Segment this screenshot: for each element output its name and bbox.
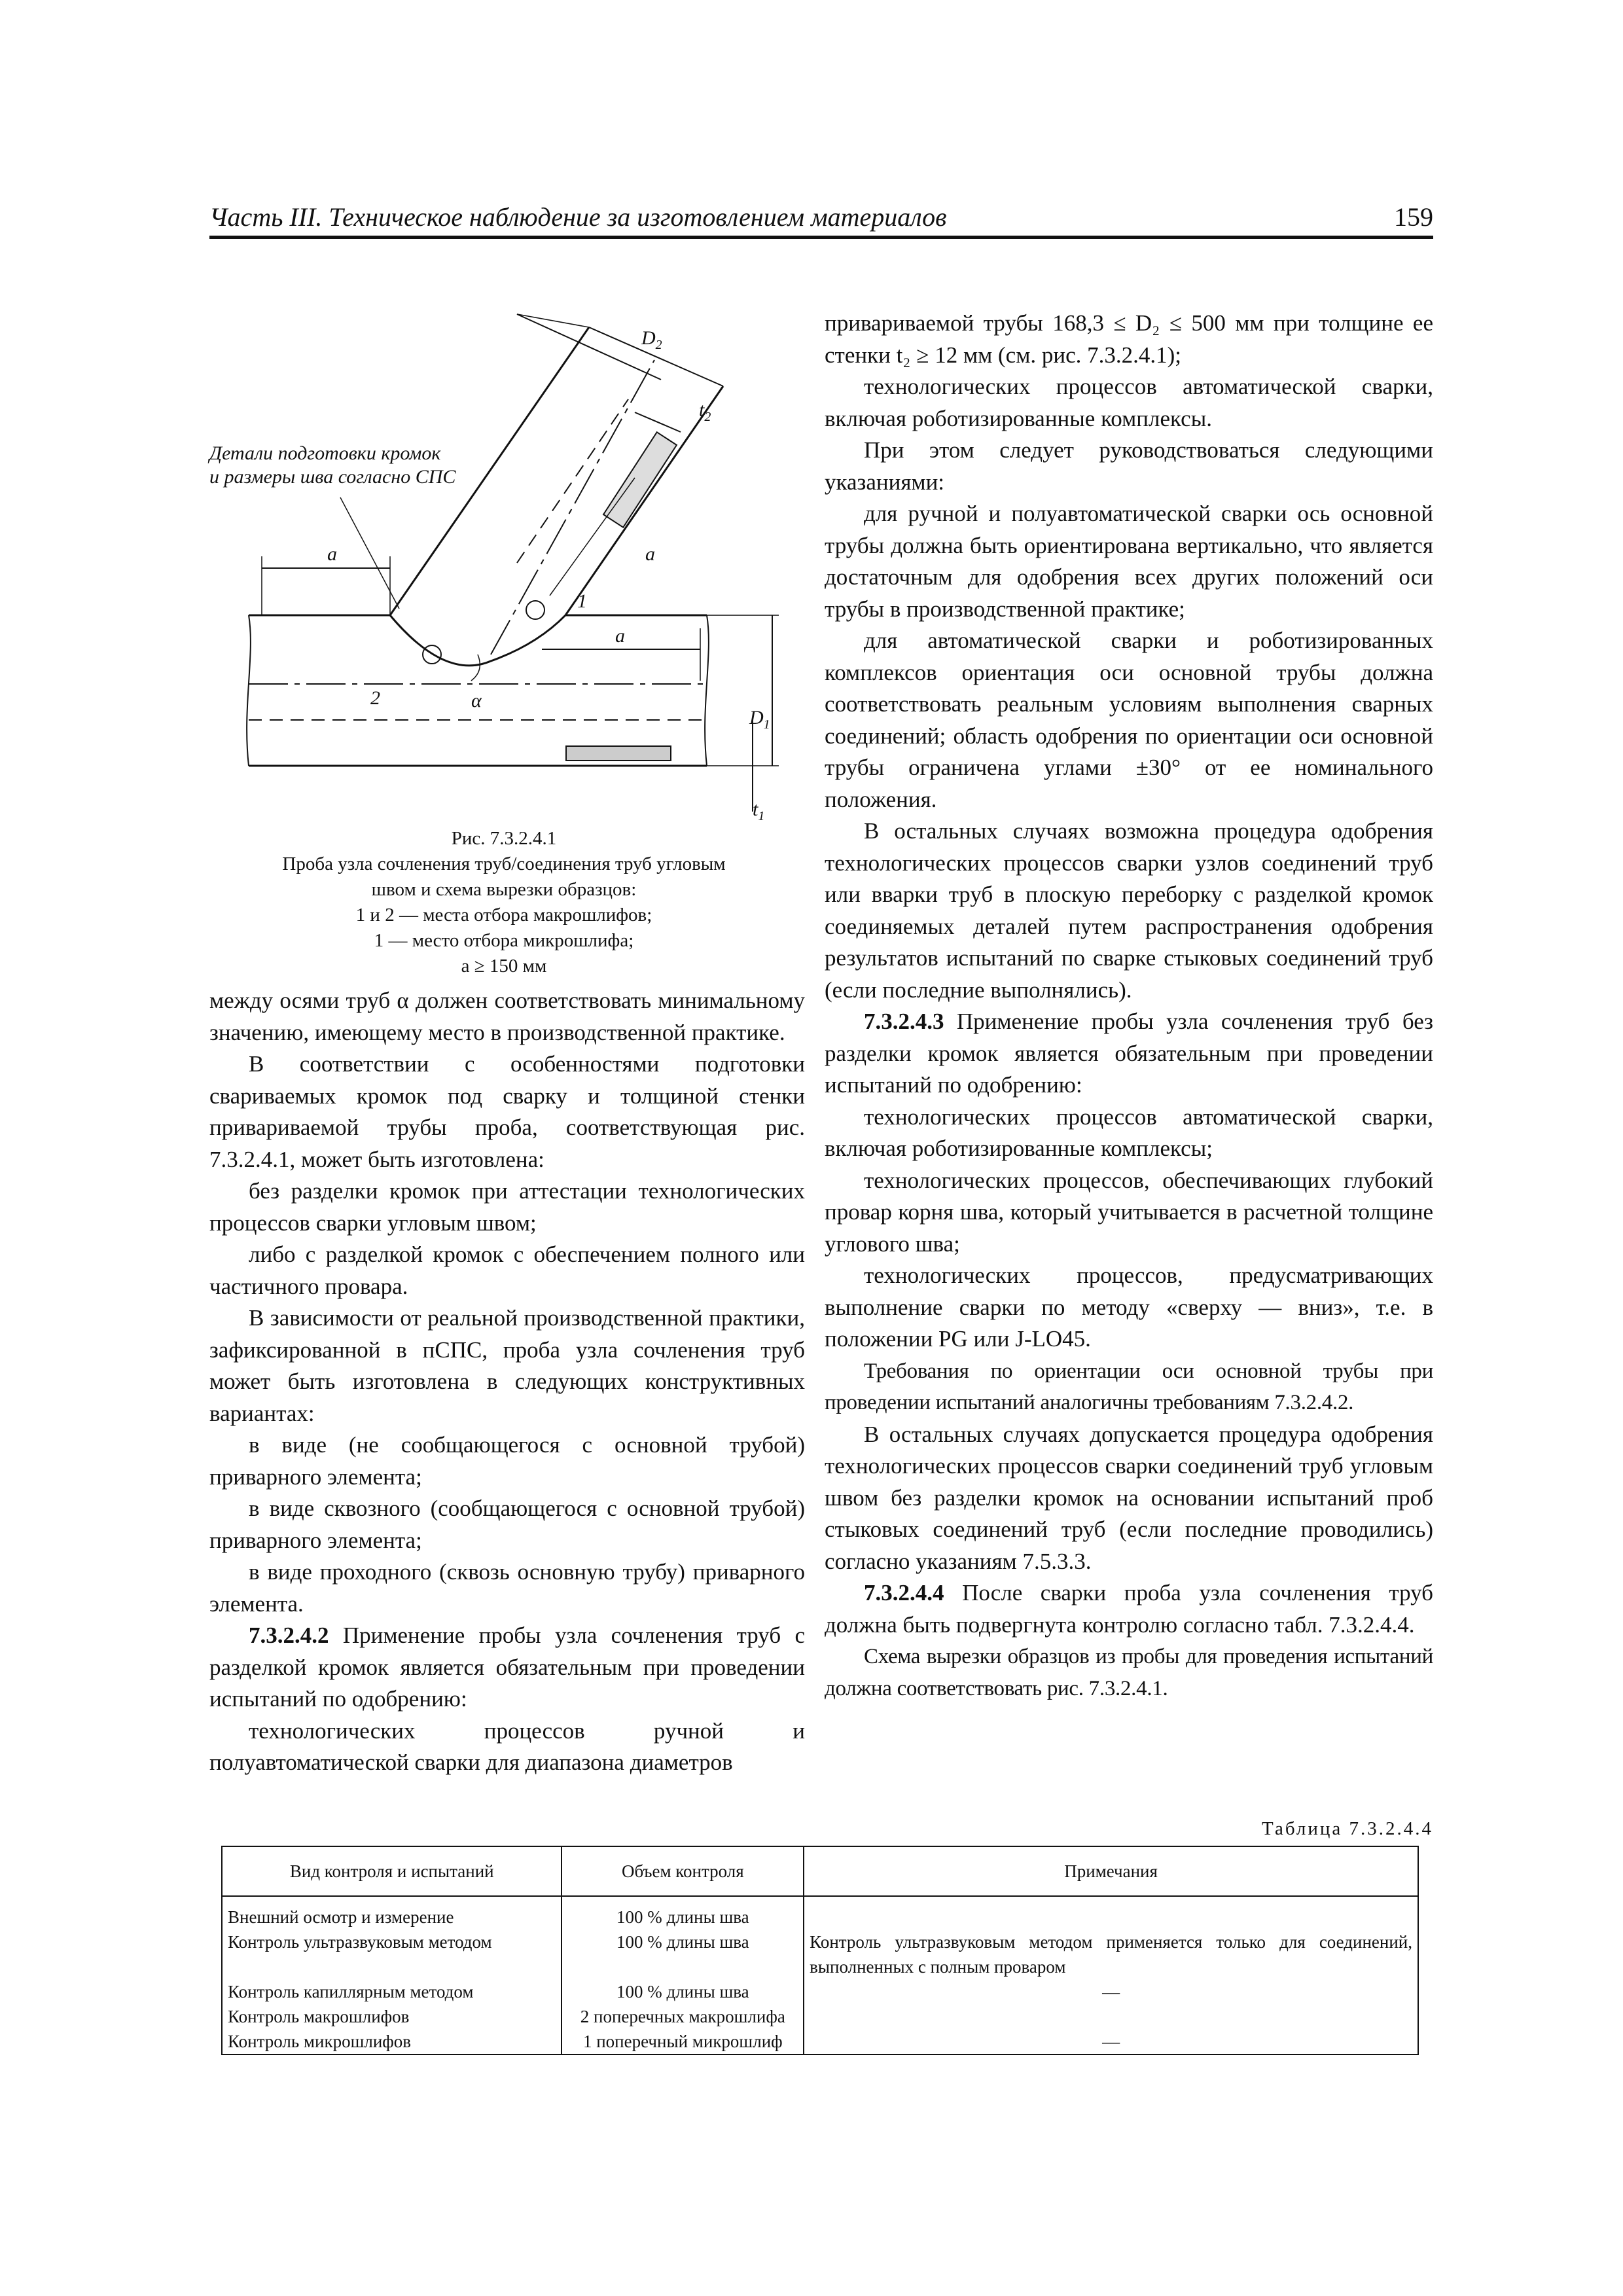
paragraph: Схема вырезки образцов из пробы для проведения испытаний должна соответствовать рис. 7.3.2.4.1. bbox=[825, 1645, 1433, 1700]
paragraph: технологических процессов автоматической сварки, включая роботизированные комплексы; bbox=[825, 1103, 1433, 1161]
table-cell: 100 % длины шва bbox=[562, 1896, 804, 1929]
paragraph-7-3-2-4-3: 7.3.2.4.3 Применение пробы узла сочленения труб без разделки кромок является обязательным при проведении испытаний по одобрению: bbox=[825, 1009, 1433, 1098]
paragraph: В зависимости от реальной производственной практики, зафиксированной в пСПС, проба узла сочленения труб может быть изготовлена в следующих конструктивных вариантах: bbox=[209, 1305, 805, 1426]
joint-fillet bbox=[390, 615, 565, 666]
table-header-row bbox=[222, 1846, 1418, 1896]
label-d2: $D_2$ bbox=[641, 327, 662, 352]
caption-number: Рис. 7.3.2.4.1 bbox=[451, 828, 557, 849]
label-a-left: a bbox=[327, 543, 337, 565]
right-column bbox=[825, 308, 1433, 1704]
label-d1: $D_1$ bbox=[749, 707, 770, 732]
label-t1: $t_1$ bbox=[753, 798, 765, 823]
paragraph: для ручной и полуавтоматической сварки ось основной трубы должна быть ориентирована вертикально, что является достаточным для одобрения всех других положений оси трубы в производственной практике; bbox=[825, 501, 1433, 622]
branch-inner-wall bbox=[517, 399, 628, 563]
pipe-joint-drawing bbox=[209, 288, 798, 838]
label-a-branch: a bbox=[645, 543, 655, 565]
dim-t2 bbox=[635, 412, 681, 432]
paragraph: в виде сквозного (сообщающегося с основной трубой) приварного элемента; bbox=[209, 1496, 805, 1553]
paragraph: для автоматической сварки и роботизированных комплексов ориентация оси основной трубы должна соответствовать реальным условиям выполнения сварных соединений; область одобрения по ориентации оси основной трубы ограничена углами ±30° от ее номинального положения. bbox=[825, 628, 1433, 812]
table-cell: Контроль макрошлифов bbox=[222, 2004, 562, 2029]
paragraph: без разделки кромок при аттестации технологических процессов сварки угловым швом; bbox=[209, 1178, 805, 1236]
table-row bbox=[222, 1979, 1418, 2004]
clause-number: 7.3.2.4.4 bbox=[864, 1580, 944, 1605]
paragraph: технологических процессов ручной и полуавтоматической сварки для диапазона диаметров bbox=[209, 1717, 805, 1775]
paragraph: в виде проходного (сквозь основную трубу) приварного элемента. bbox=[209, 1559, 805, 1617]
note-leader bbox=[340, 497, 399, 609]
table-header: Объем контроля bbox=[562, 1846, 804, 1896]
page-header bbox=[209, 196, 1433, 236]
figure-pipe-joint bbox=[209, 288, 798, 838]
label-detail-note-1: Детали подготовки кромок bbox=[209, 442, 441, 464]
paragraph: При этом следует руководствоваться следующими указаниями: bbox=[825, 437, 1433, 495]
table-row bbox=[222, 2029, 1418, 2054]
table-cell: Контроль капиллярным методом bbox=[222, 1979, 562, 2004]
paragraph: технологических процессов, предусматривающих выполнение сварки по методу «сверху — вниз», т.е. в положении PG или J-LO45. bbox=[825, 1263, 1433, 1352]
table-cell: 100 % длины шва bbox=[562, 1929, 804, 1979]
paragraph: технологических процессов автоматической сварки, включая роботизированные комплексы. bbox=[825, 374, 1433, 431]
table-title: Таблица 7.3.2.4.4 bbox=[1261, 1818, 1433, 1839]
label-detail-note-2: и размеры шва согласно СПС bbox=[209, 466, 456, 488]
control-table bbox=[221, 1846, 1419, 2055]
table-cell bbox=[804, 1896, 1418, 1929]
clause-number: 7.3.2.4.3 bbox=[864, 1009, 944, 1034]
left-column bbox=[209, 985, 805, 1779]
paragraph: привариваемой трубы 168,3 ≤ D₂ ≤ 500 мм при толщине ее стенки t₂ ≥ 12 мм (см. рис. 7.3.2.4.1); bbox=[825, 310, 1433, 368]
table-cell: Контроль ультразвуковым методом bbox=[222, 1929, 562, 1979]
specimen-cut-main bbox=[566, 746, 671, 761]
table-cell: 1 поперечный микрошлиф bbox=[562, 2029, 804, 2054]
paragraph: В остальных случаях возможна процедура одобрения технологических процессов сварки узлов соединений труб или вварки труб в плоскую переборку с разделкой кромок соединяемых деталей путем распространения одобрения результатов испытаний по сварке стыковых соединений труб (если последние выполнялись). bbox=[825, 818, 1433, 1003]
paragraph: между осями труб α должен соответствовать минимальному значению, имеющему место в производственной практике. bbox=[209, 988, 805, 1045]
paragraph: технологических процессов, обеспечивающих глубокий провар корня шва, который учитывается в расчетной толщине углового шва; bbox=[825, 1167, 1433, 1257]
label-a-right: a bbox=[615, 625, 625, 647]
table-cell: Внешний осмотр и измерение bbox=[222, 1896, 562, 1929]
table-row bbox=[222, 2004, 1418, 2029]
paragraph: либо с разделкой кромок с обеспечением полного или частичного провара. bbox=[209, 1242, 805, 1299]
table-cell: 100 % длины шва bbox=[562, 1979, 804, 2004]
table-cell: 2 поперечных макрошлифа bbox=[562, 2004, 804, 2029]
paragraph: В соответствии с особенностями подготовки свариваемых кромок под сварку и толщиной стенки привариваемой трубы проба, соответствующая рис. 7.3.2.4.1, может быть изготовлена: bbox=[209, 1051, 805, 1172]
caption-line: Проба узла сочленения труб/соединения труб угловым bbox=[282, 853, 726, 874]
paragraph: Требования по ориентации оси основной трубы при проведении испытаний аналогичны требованиям 7.3.2.4.2. bbox=[825, 1359, 1433, 1414]
label-one: 1 bbox=[577, 590, 587, 612]
table-cell: — bbox=[804, 2029, 1418, 2054]
running-title: Часть III. Техническое наблюдение за изготовлением материалов bbox=[209, 202, 947, 232]
clause-number: 7.3.2.4.2 bbox=[249, 1623, 329, 1648]
label-t2: $t_2$ bbox=[699, 399, 711, 424]
dim-d2 bbox=[517, 314, 661, 380]
table-cell: Контроль микрошлифов bbox=[222, 2029, 562, 2054]
paragraph-7-3-2-4-2: 7.3.2.4.2 Применение пробы узла сочленения труб с разделкой кромок является обязательным при проведении испытаний по одобрению: bbox=[209, 1623, 805, 1712]
table-cell: — bbox=[804, 1979, 1418, 2004]
specimen-cut-branch bbox=[603, 432, 677, 527]
pipe-break-right bbox=[705, 615, 709, 766]
table-header: Вид контроля и испытаний bbox=[222, 1846, 562, 1896]
paragraph: В остальных случаях допускается процедура одобрения технологических процессов сварки соединений труб угловым швом без разделки кромок на основании испытаний проб стыковых соединений труб (если последние проводились) согласно указаниям 7.5.3.3. bbox=[825, 1421, 1433, 1574]
caption-line: 1 — место отбора микрошлифа; bbox=[374, 930, 634, 951]
caption-line: швом и схема вырезки образцов: bbox=[371, 879, 637, 900]
caption-line: a ≥ 150 мм bbox=[461, 956, 547, 977]
table-row bbox=[222, 1896, 1418, 1929]
table-header: Примечания bbox=[804, 1846, 1418, 1896]
header-rule bbox=[209, 236, 1433, 239]
caption-line: 1 и 2 — места отбора макрошлифов; bbox=[355, 905, 652, 925]
label-alpha: α bbox=[471, 690, 482, 711]
paragraph-7-3-2-4-4: 7.3.2.4.4 После сварки проба узла сочленения труб должна быть подвергнута контролю согласно табл. 7.3.2.4.4. bbox=[825, 1580, 1433, 1638]
label-two: 2 bbox=[370, 687, 380, 709]
paragraph: в виде (не сообщающегося с основной трубой) приварного элемента; bbox=[209, 1432, 805, 1490]
table-cell: Контроль ультразвуковым методом применяется только для соединений, выполненных с полным проваром bbox=[804, 1929, 1418, 1979]
angle-alpha bbox=[471, 655, 480, 681]
figure-caption bbox=[209, 826, 798, 979]
macro-section-1 bbox=[526, 601, 544, 619]
table-row bbox=[222, 1929, 1418, 1979]
table-cell bbox=[804, 2004, 1418, 2029]
page-number: 159 bbox=[1394, 202, 1433, 232]
pipe-break-left bbox=[247, 615, 251, 766]
